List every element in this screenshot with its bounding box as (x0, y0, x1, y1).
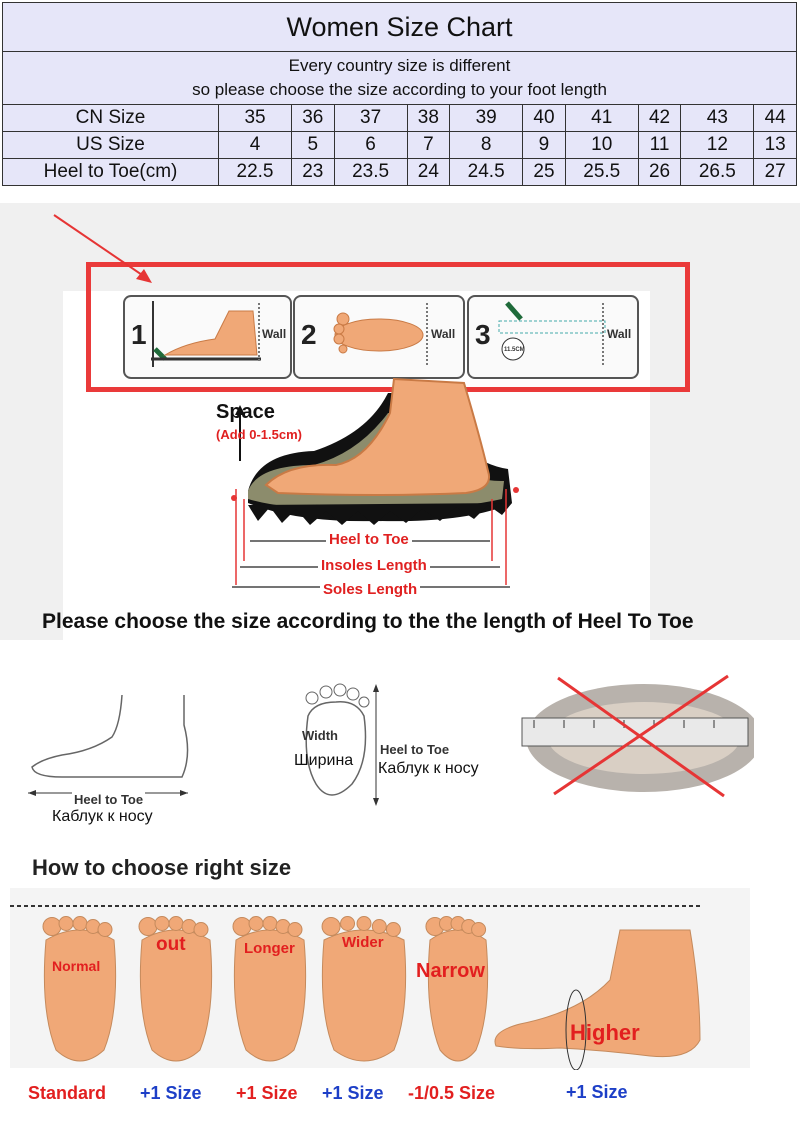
foot-label-higher: Higher (570, 1020, 640, 1045)
step-number: 3 (475, 319, 491, 350)
cell: 24.5 (450, 159, 523, 186)
higher-foot-icon (495, 930, 700, 1070)
cell: 27 (754, 159, 797, 186)
cell: 40 (523, 105, 566, 132)
size-label-standard: Standard (28, 1083, 107, 1103)
foot-label-out: out (156, 934, 186, 955)
cell: 22.5 (219, 159, 292, 186)
space-label: Space (216, 401, 275, 423)
wall-label: Wall (607, 327, 632, 341)
size-chart-table (2, 2, 797, 186)
instruction-text: Please choose the size according to the the length of Heel To Toe (42, 610, 694, 633)
foot-label-longer: Longer (244, 940, 295, 957)
insoles-length-label: Insoles Length (318, 557, 430, 574)
cell: 36 (292, 105, 335, 132)
cell: 38 (407, 105, 450, 132)
cell: 12 (681, 132, 754, 159)
cell: 5 (292, 132, 335, 159)
cell: 25.5 (565, 159, 638, 186)
heel-to-toe-ru-label: Каблук к носу (52, 808, 153, 825)
cell: 13 (754, 132, 797, 159)
cell: 43 (681, 105, 754, 132)
narrow-foot-icon (426, 917, 488, 1062)
foot-label-normal: Normal (52, 958, 101, 974)
cell: 6 (334, 132, 407, 159)
cell: 39 (450, 105, 523, 132)
size-label-wider: +1 Size (322, 1083, 384, 1103)
chart-subtitle (3, 52, 797, 105)
foot-side-sketch-icon (22, 685, 202, 805)
cell: 26 (638, 159, 681, 186)
wrong-method-photo-icon (514, 668, 754, 808)
chart-title: Women Size Chart (3, 3, 797, 52)
cell: 41 (565, 105, 638, 132)
step-number: 1 (131, 319, 147, 350)
foot-label-wider: Wider (342, 934, 384, 951)
cell: 4 (219, 132, 292, 159)
heel-to-toe-label: Heel to Toe (74, 792, 144, 807)
chart-subtitle-line-2: so please choose the size according to your foot length (192, 80, 607, 99)
width-ru-label: Ширина (294, 752, 354, 769)
size-label-out: +1 Size (140, 1083, 202, 1103)
heel-to-toe-ru-label-2: Каблук к носу (378, 760, 479, 777)
cell: 26.5 (681, 159, 754, 186)
cell: 44 (754, 105, 797, 132)
cell: 10 (565, 132, 638, 159)
wall-label: Wall (262, 327, 287, 341)
chart-subtitle-line-1: Every country size is different (288, 56, 511, 75)
cell: 24 (407, 159, 450, 186)
foot-label-narrow: Narrow (416, 960, 485, 982)
row-label: Heel to Toe(cm) (3, 159, 219, 186)
table-row-cn (3, 105, 797, 132)
heel-to-toe-length-label: Heel to Toe (326, 531, 412, 548)
heel-to-toe-label-2: Heel to Toe (380, 742, 450, 757)
cell: 8 (450, 132, 523, 159)
cell: 23.5 (334, 159, 407, 186)
cell: 42 (638, 105, 681, 132)
wall-label: Wall (431, 327, 456, 341)
red-arrow-icon (40, 207, 200, 297)
row-label: US Size (3, 132, 219, 159)
size-label-longer: +1 Size (236, 1083, 298, 1103)
cell: 7 (407, 132, 450, 159)
cell: 11 (638, 132, 681, 159)
soles-length-label: Soles Length (320, 581, 420, 598)
how-title: How to choose right size (32, 855, 292, 880)
step-number: 2 (301, 319, 317, 350)
space-note: (Add 0-1.5cm) (216, 427, 302, 442)
size-chart (2, 2, 797, 190)
cell: 23 (292, 159, 335, 186)
longer-foot-icon (233, 917, 306, 1062)
cell: 25 (523, 159, 566, 186)
cell: 35 (219, 105, 292, 132)
row-label: CN Size (3, 105, 219, 132)
cell: 37 (334, 105, 407, 132)
ruler-tag: 11.5CM (504, 347, 525, 353)
size-label-narrow: -1/0.5 Size (408, 1083, 496, 1103)
table-row-heel-to-toe (3, 159, 797, 186)
table-row-us (3, 132, 797, 159)
width-label: Width (302, 728, 338, 743)
cell: 9 (523, 132, 566, 159)
measure-section (0, 203, 800, 640)
normal-foot-icon (43, 917, 116, 1062)
size-label-higher: +1 Size (566, 1082, 628, 1102)
